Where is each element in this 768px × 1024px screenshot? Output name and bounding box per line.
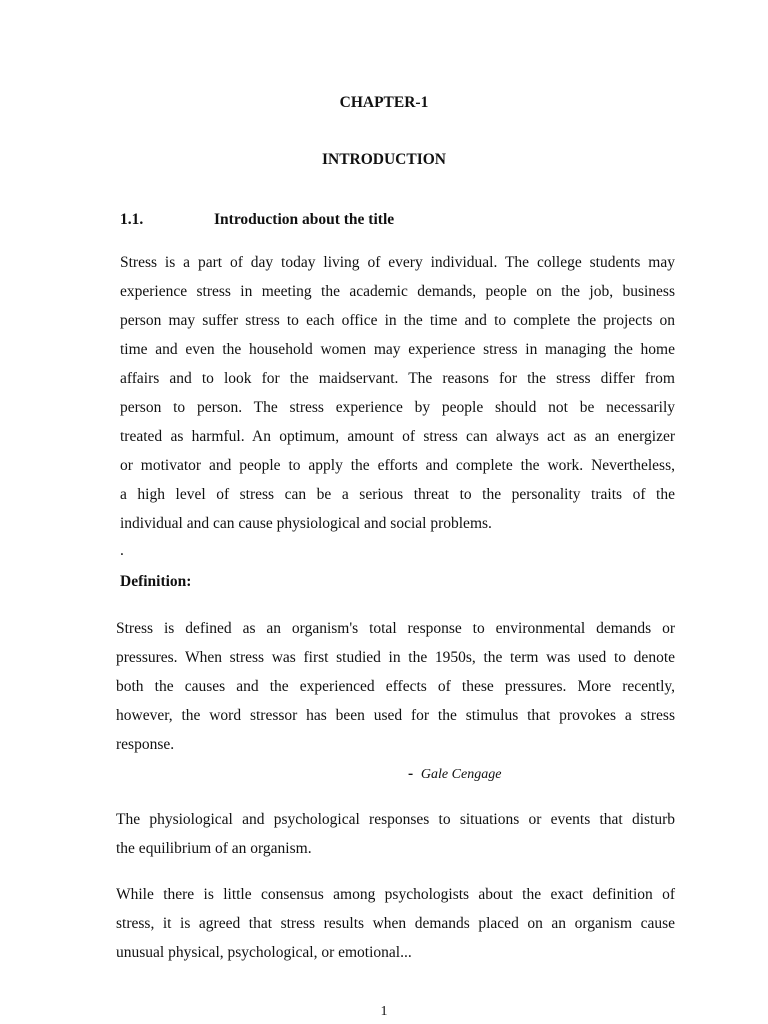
section-number: 1.1. (120, 211, 144, 228)
citation-source: Gale Cengage (420, 767, 502, 782)
text-line: stress, it is agreed that stress results when demands placed on an organism cause (116, 915, 675, 932)
text-line: Stress is defined as an organism's total response to environmental demands or (116, 620, 675, 637)
text-line: however, the word stressor has been used for the stimulus that provokes a stress (116, 707, 675, 724)
text-line: response. (116, 736, 175, 753)
text-line: person to person. The stress experience by people should not be necessarily (120, 399, 675, 416)
text-line: The physiological and psychological responses to situations or events that disturb (116, 811, 675, 828)
text-line: individual and can cause physiological and social problems. (120, 515, 492, 532)
chapter-title: INTRODUCTION (321, 151, 446, 168)
text-line: a high level of stress can be a serious threat to the personality traits of the (120, 486, 675, 503)
page-number: 1 (380, 1004, 388, 1019)
stray-dot: . (120, 542, 124, 559)
text-line: While there is little consensus among psychologists about the exact definition of (116, 886, 675, 903)
text-line: affairs and to look for the maidservant. The reasons for the stress differ from (120, 370, 675, 387)
citation (408, 764, 501, 785)
text-line: time and even the household women may experience stress in managing the home (120, 341, 675, 358)
text-line: the equilibrium of an organism. (116, 840, 312, 857)
text-line: or motivator and people to apply the efforts and complete the work. Nevertheless, (120, 457, 675, 474)
definition-heading: Definition: (120, 573, 192, 590)
citation-dash: - (408, 765, 414, 782)
text-line: both the causes and the experienced effects of these pressures. More recently, (116, 678, 675, 695)
section-title: Introduction about the title (214, 211, 395, 228)
text-line: experience stress in meeting the academic demands, people on the job, business (120, 283, 675, 300)
text-line: pressures. When stress was first studied in the 1950s, the term was used to denote (116, 649, 675, 666)
text-line: person may suffer stress to each office in the time and to complete the projects on (120, 312, 675, 329)
text-line: treated as harmful. An optimum, amount of stress can always act as an energizer (120, 428, 675, 445)
text-line: unusual physical, psychological, or emotional... (116, 944, 412, 961)
text-line: Stress is a part of day today living of every individual. The college students may (120, 254, 675, 271)
chapter-label: CHAPTER-1 (339, 94, 429, 111)
